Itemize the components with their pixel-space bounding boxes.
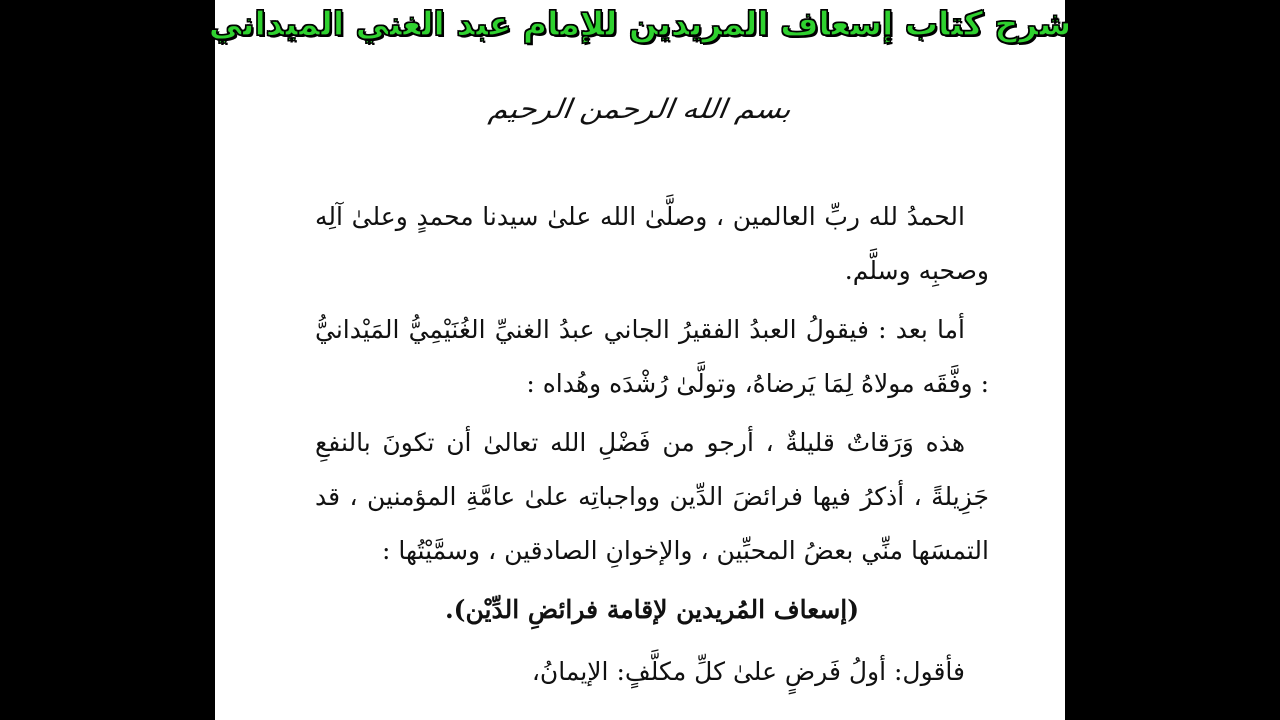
paragraph-praise: الحمدُ لله ربِّ العالمين ، وصلَّىٰ الله علىٰ سيدنا محمدٍ وعلىٰ آلِه وصحبِه وسلَّم. [315, 202, 989, 285]
paragraph-author-intro: أما بعد : فيقولُ العبدُ الفقيرُ الجاني عبدُ الغنيِّ الغُنَيْمِيُّ المَيْدانيُّ : وفَّقَه مولاهُ لِمَا يَرضاهُ، وتولَّىٰ رُشْدَه وهُداه : [315, 315, 989, 398]
video-title-overlay: شرح كتاب إسعاف المريدين للإمام عبد الغني الميداني [208, 4, 1072, 43]
paragraph-first-obligation: فأقول: أولُ فَرضٍ علىٰ كلِّ مكلَّفٍ: الإيمانُ، [531, 657, 965, 686]
book-title-line: (إسعاف المُريدين لإقامة فرائضِ الدِّيْن). [444, 595, 860, 624]
book-body-text [315, 190, 989, 704]
book-page [215, 0, 1065, 720]
paragraph-book-purpose: هذه وَرَقاتٌ قليلةٌ ، أرجو من فَضْلِ الله تعالىٰ أن تكونَ بالنفعِ جَزِيلةً ، أذكرُ فيها فرائضَ الدِّين وواجباتِه علىٰ عامَّةِ المؤمنين ، قد التمسَها منِّي بعضُ المحبِّين ، والإخوانِ الصادقين ، وسمَّيْتُها : [315, 428, 989, 565]
basmala-calligraphy: بسم الله الرحمن الرحيم [487, 93, 793, 126]
